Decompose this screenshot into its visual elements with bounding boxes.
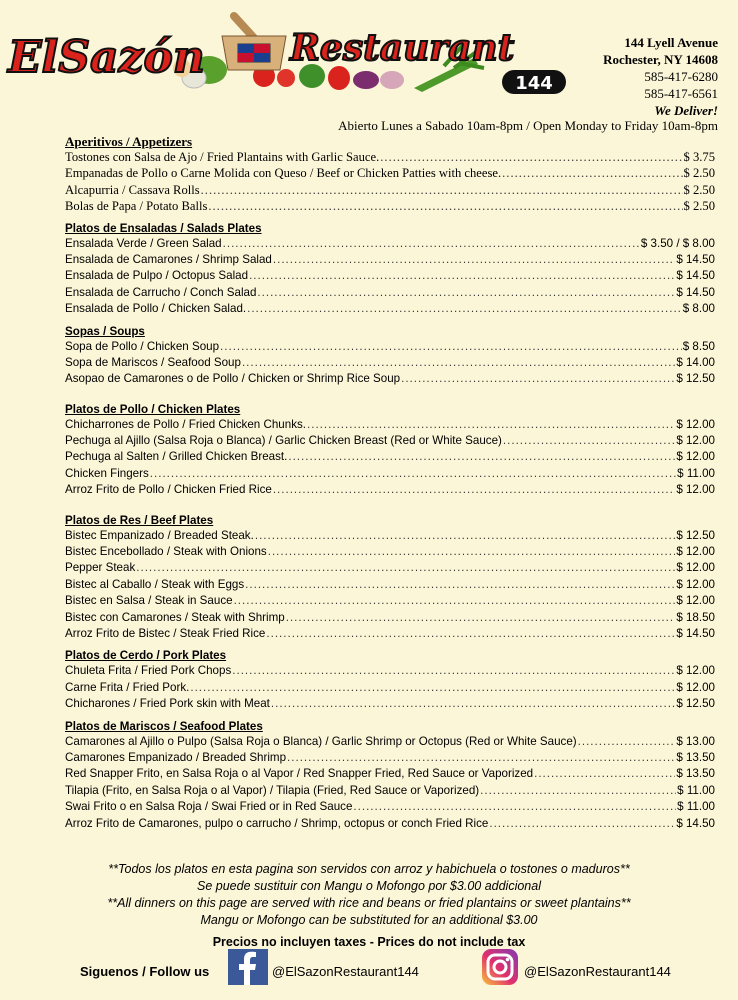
menu-item: Ensalada de Carrucho / Conch Salad ..... $ 14.50 (65, 285, 715, 301)
menu-item: Pechuga al Ajillo (Salsa Roja o Blanca) / Garlic Chicken Breast (Red or White Sauce) ..... $ 12.00 (65, 433, 715, 449)
section-title: Platos de Ensaladas / Salads Plates (65, 221, 262, 235)
note-line-1: **Todos los platos en esta pagina son servidos con arroz y habichuela o tostones o maduros** (108, 862, 630, 876)
menu-item: Carne Frita / Fried Pork. ..... $ 12.00 (65, 680, 715, 696)
menu-item: Camarones Empanizado / Breaded Shrimp ..... $ 13.50 (65, 750, 715, 766)
menu-item: Arroz Frito de Pollo / Chicken Fried Rice ..... $ 12.00 (65, 482, 715, 498)
note-line-2: Se puede sustituir con Mangu o Mofongo por $3.00 addicional (197, 879, 541, 893)
menu-item: Ensalada de Pulpo / Octopus Salad ..... $ 14.50 (65, 268, 715, 284)
section-title: Aperitivos / Appetizers (65, 134, 193, 149)
contact-block (603, 34, 718, 119)
menu-item: Bistec con Camarones / Steak with Shrimp ..... $ 18.50 (65, 610, 715, 626)
menu-item: Bistec Empanizado / Breaded Steak. ..... $ 12.50 (65, 528, 715, 544)
restaurant-logo (4, 8, 584, 96)
facebook-handle[interactable]: @ElSazonRestaurant144 (272, 964, 419, 979)
address-line1: 144 Lyell Avenue (624, 35, 718, 50)
menu-item: Chuleta Frita / Fried Pork Chops ..... $ 12.00 (65, 663, 715, 679)
note-line-4: Mangu or Mofongo can be substituted for an additional $3.00 (200, 913, 538, 927)
menu-item: Bistec Encebollado / Steak with Onions ..... $ 12.00 (65, 544, 715, 560)
menu-item: Camarones al Ajillo o Pulpo (Salsa Roja o Blanca) / Garlic Shrimp or Octopus (Red or White Sauce) ..... $ 13.00 (65, 734, 715, 750)
menu-item: Arroz Frito de Camarones, pulpo o carrucho / Shrimp, octopus or conch Fried Rice ..... $ 14.50 (65, 816, 715, 832)
section-title: Platos de Pollo / Chicken Plates (65, 402, 241, 416)
menu-item: Asopao de Camarones o de Pollo / Chicken or Shrimp Rice Soup ..... $ 12.50 (65, 371, 715, 387)
menu-item: Alcapurria / Cassava Rolls ..... $ 2.50 (65, 182, 715, 198)
menu-item: Ensalada de Camarones / Shrimp Salad ..... $ 14.50 (65, 252, 715, 268)
facebook-icon[interactable] (228, 949, 268, 985)
menu-item: Tostones con Salsa de Ajo / Fried Plantains with Garlic Sauce. ..... $ 3.75 (65, 149, 715, 165)
menu-item: Pepper Steak ..... $ 12.00 (65, 560, 715, 576)
menu-item: Tilapia (Frito, en Salsa Roja o al Vapor) / Tilapia (Fried, Red Sauce or Vaporized) ..... $ 11.00 (65, 783, 715, 799)
address-line2: Rochester, NY 14608 (603, 52, 718, 67)
section-title: Platos de Mariscos / Seafood Plates (65, 719, 263, 733)
logo-number: 144 (515, 73, 553, 94)
logo-el-sazon: ElSazón (8, 32, 205, 83)
menu-item: Sopa de Mariscos / Seafood Soup ..... $ 14.00 (65, 355, 715, 371)
menu-item: Bistec al Caballo / Steak with Eggs ..... $ 12.00 (65, 577, 715, 593)
delivery-text: We Deliver! (654, 103, 718, 118)
menu-item: Red Snapper Frito, en Salsa Roja o al Vapor / Red Snapper Fried, Red Sauce or Vaporized ..... $ 13.50 (65, 766, 715, 782)
instagram-icon[interactable] (480, 949, 520, 985)
tax-note: Precios no incluyen taxes - Prices do not include tax (212, 935, 526, 949)
note-line-3: **All dinners on this page are served with rice and beans or fried plantains or sweet plantains** (107, 896, 631, 910)
logo-restaurant: Restaurant (290, 27, 515, 69)
menu-item: Chicken Fingers ..... $ 11.00 (65, 466, 715, 482)
phone-2[interactable]: 585-417-6561 (644, 86, 718, 101)
instagram-handle[interactable]: @ElSazonRestaurant144 (524, 964, 671, 979)
opening-hours: Abierto Lunes a Sabado 10am-8pm / Open Monday to Friday 10am-8pm (338, 118, 718, 133)
menu-item: Chicharrones de Pollo / Fried Chicken Chunks. ..... $ 12.00 (65, 417, 715, 433)
section-title: Platos de Cerdo / Pork Plates (65, 649, 227, 663)
section-title: Platos de Res / Beef Plates (65, 513, 214, 527)
menu-item: Sopa de Pollo / Chicken Soup ..... $ 8.50 (65, 339, 715, 355)
menu-item: Chicharones / Fried Pork skin with Meat ..... $ 12.50 (65, 696, 715, 712)
menu-item: Ensalada Verde / Green Salad ..... $ 3.50 / $ 8.00 (65, 236, 715, 252)
menu-item: Empanadas de Pollo o Carne Molida con Queso / Beef or Chicken Patties with cheese. ..... $ 2.50 (65, 165, 715, 181)
menu-item: Ensalada de Pollo / Chicken Salad. ..... $ 8.00 (65, 301, 715, 317)
menu-item: Bistec en Salsa / Steak in Sauce ..... $ 12.00 (65, 593, 715, 609)
follow-us-label: Siguenos / Follow us (80, 964, 210, 979)
menu-item: Swai Frito o en Salsa Roja / Swai Fried or in Red Sauce ..... $ 11.00 (65, 799, 715, 815)
menu-item: Pechuga al Salten / Grilled Chicken Breast. ..... $ 12.00 (65, 449, 715, 465)
menu-item: Arroz Frito de Bistec / Steak Fried Rice ..... $ 14.50 (65, 626, 715, 642)
mortar-icon (222, 16, 286, 70)
section-title: Sopas / Soups (65, 324, 145, 338)
phone-1[interactable]: 585-417-6280 (644, 69, 718, 84)
menu-item: Bolas de Papa / Potato Balls ..... $ 2.50 (65, 198, 715, 214)
menu-list (65, 134, 715, 832)
